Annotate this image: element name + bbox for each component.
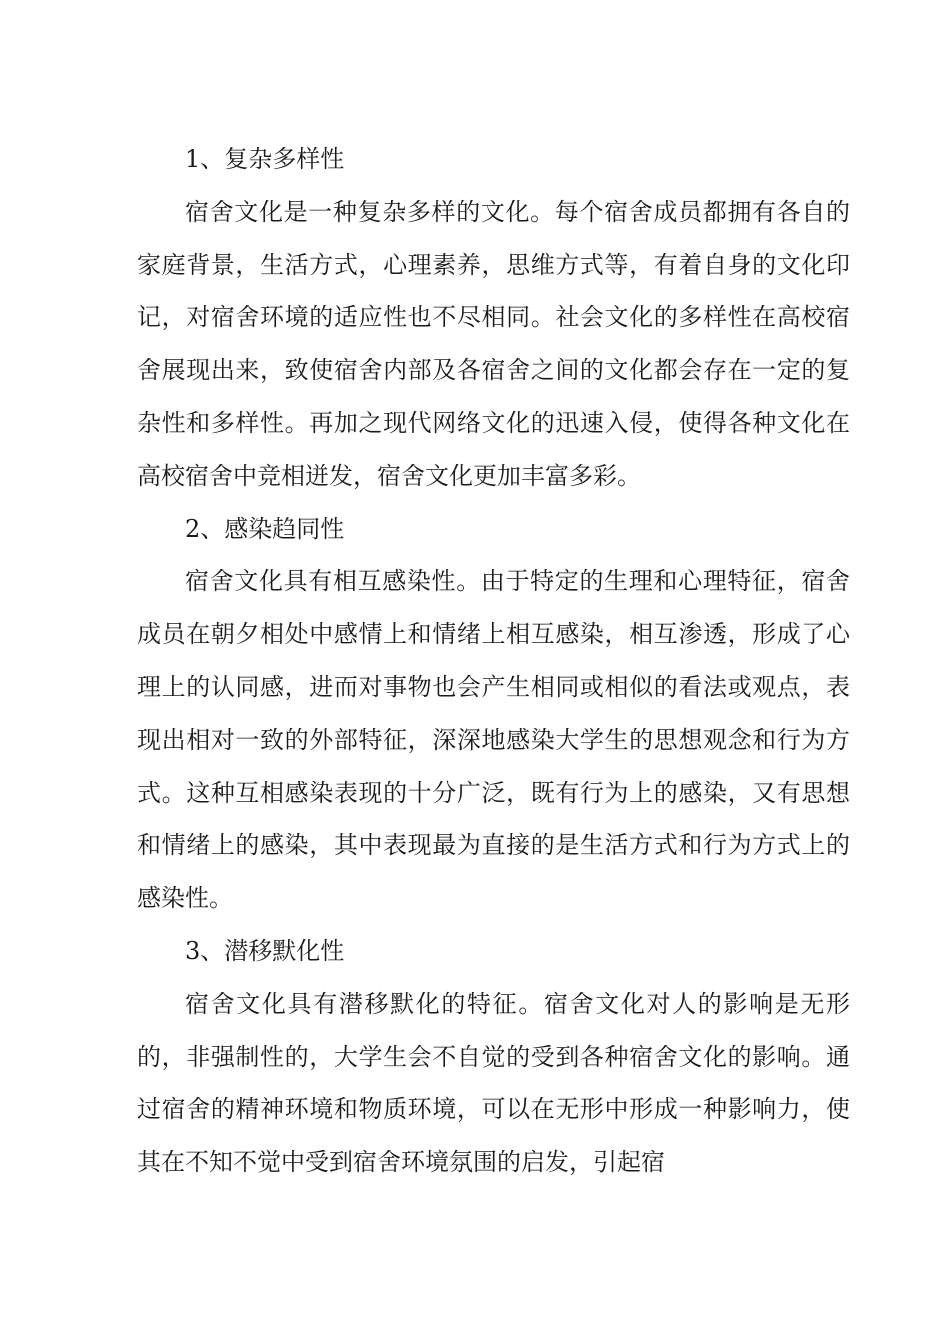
section-paragraph-3: 宿舍文化具有潜移默化的特征。宿舍文化对人的影响是无形的，非强制性的，大学生会不自觉的受到各种宿舍文化的影响。通过宿舍的精神环境和物质环境，可以在无形中形成一种影响力，使其在不知不觉中受到宿舍环境氛围的启发，引起宿 [137,989,850,1177]
document-body [137,133,850,1189]
section-heading-2: 2、感染趋同性 [185,514,345,543]
section-heading-3: 3、潜移默化性 [185,936,345,965]
section-heading-1: 1、复杂多样性 [185,145,345,173]
section-paragraph-1: 宿舍文化是一种复杂多样的文化。每个宿舍成员都拥有各自的家庭背景，生活方式，心理素养，思维方式等，有着自身的文化印记，对宿舍环境的适应性也不尽相同。社会文化的多样性在高校宿舍展现出来，致使宿舍内部及各宿舍之间的文化都会存在一定的复杂性和多样性。再加之现代网络文化的迅速入侵，使得各种文化在高校宿舍中竞相迸发，宿舍文化更加丰富多彩。 [137,197,850,490]
section-paragraph-2: 宿舍文化具有相互感染性。由于特定的生理和心理特征，宿舍成员在朝夕相处中感情上和情绪上相互感染，相互渗透，形成了心理上的认同感，进而对事物也会产生相同或相似的看法或观点，表现出相对一致的外部特征，深深地感染大学生的思想观念和行为方式。这种互相感染表现的十分广泛，既有行为上的感染，又有思想和情绪上的感染，其中表现最为直接的是生活方式和行为方式上的感染性。 [137,567,850,913]
